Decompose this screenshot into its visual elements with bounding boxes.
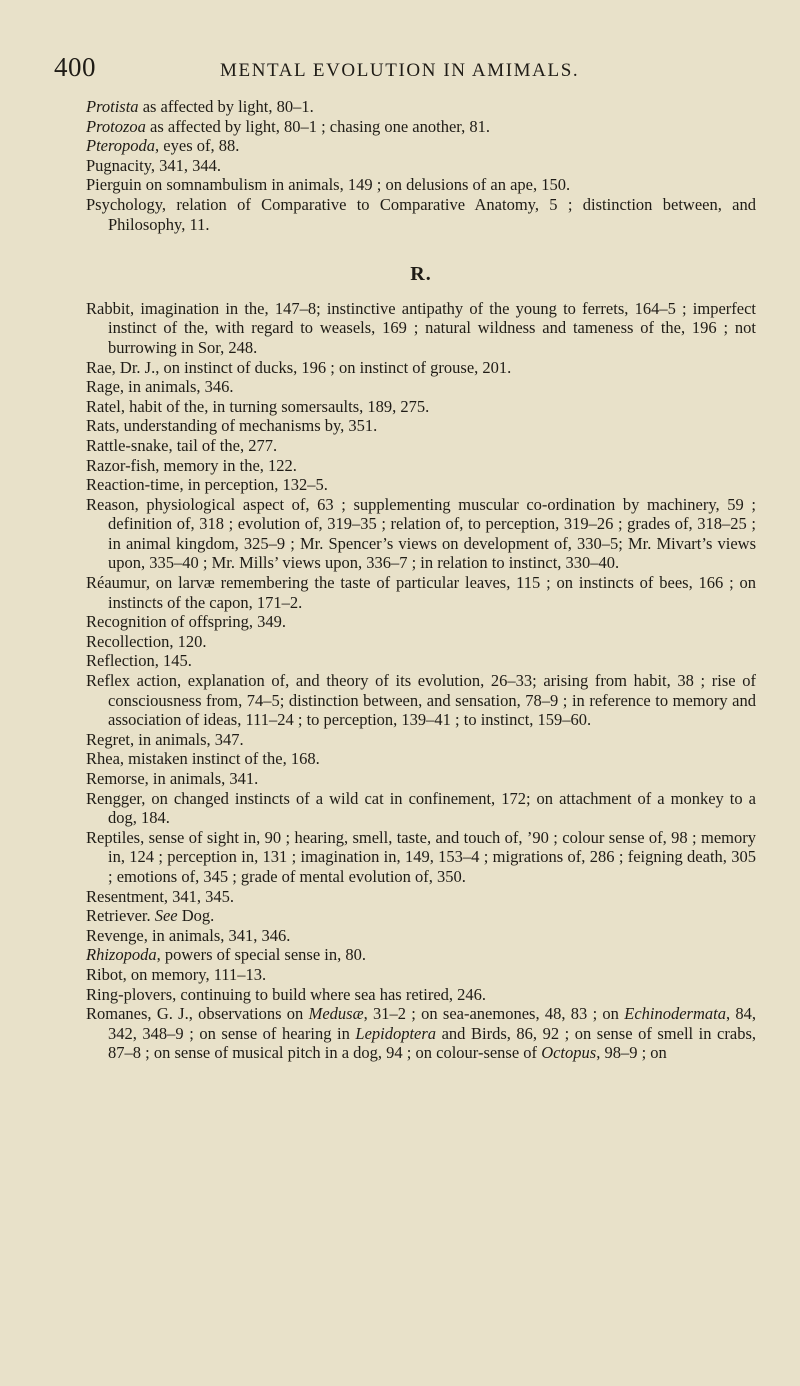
index-entries [86,97,756,1063]
index-entry: Protista as affected by light, 80–1. [86,97,314,116]
index-entry: Pteropoda, eyes of, 88. [86,136,240,156]
running-title: MENTAL EVOLUTION IN AMIMALS. [220,60,580,81]
index-entry: Ratel, habit of the, in turning somersaults, 189, 275. [86,396,430,416]
index-entry: Reptiles, sense of sight in, 90 ; hearing, smell, taste, and touch of, ’90 ; colour sense of, 98 ; memory in, 124 ; perception in, 131 ; imagination in, 149, 153–4 ; migrations of, 286 ; feigning death, 305 ; emotions of, 345 ; grade of mental evolution of, 350. [86,827,756,886]
index-entry: Remorse, in animals, 341. [86,769,259,788]
index-entry: Réaumur, on larvæ remembering the taste of particular leaves, 115 ; on instincts of bees, 166 ; on instincts of the capon, 171–2. [86,573,756,612]
index-entry: Reflex action, explanation of, and theory of its evolution, 26–33; arising from habit, 38 ; rise of consciousness from, 74–5; distinction between, and sensation, 78–9 ; in reference to memory and association of ideas, 111–24 ; to perception, 139–41 ; to instinct, 159–60. [86,671,756,730]
index-entry: Retriever. See Dog. [86,906,215,926]
index-entry: Ring-plovers, continuing to build where sea has retired, 246. [86,984,487,1004]
index-entry: Resentment, 341, 345. [86,886,235,906]
index-entry: Psychology, relation of Comparative to Comparative Anatomy, 5 ; distinction between, and Philosophy, 11. [86,194,756,234]
index-entry: Rats, understanding of mechanisms by, 351. [86,416,378,436]
index-entry: Rengger, on changed instincts of a wild cat in confinement, 172; on attachment of a monkey to a dog, 184. [86,788,756,828]
index-entry: Pugnacity, 341, 344. [86,155,222,175]
index-entry: Rabbit, imagination in the, 147–8; instinctive antipathy of the young to ferrets, 164–5 ; imperfect instinct of the, with regard to weasels, 169 ; natural wildness and tameness of the, 196 ; not burrowing in Sor, 248. [86,298,756,357]
index-section-r [86,299,756,1004]
index-entry: Rhea, mistaken instinct of the, 168. [86,749,320,769]
index-entry: Rhizopoda, powers of special sense in, 80. [86,945,367,965]
index-entry: Ribot, on memory, 111–13. [86,964,267,984]
index-entry: Reaction-time, in perception, 132–5. [86,475,328,495]
index-entry: Regret, in animals, 347. [86,729,244,749]
index-entry: Revenge, in animals, 341, 346. [86,925,291,945]
index-entry: Recognition of offspring, 349. [86,612,286,632]
section-letter-r: R. [410,263,432,286]
index-entry: Rage, in animals, 346. [86,377,234,397]
index-entry-romanes: Romanes, G. J., observations on Medusæ, 31–2 ; on sea-anemones, 48, 83 ; on Echinodermata, 84, 342, 348–9 ; on sense of hearing in Lepidoptera and Birds, 86, 92 ; on sense of smell in crabs, 87–8 ; on sense of musical pitch in a dog, 94 ; on colour-sense of Octopus, 98–9 ; on [86,1004,757,1063]
index-entry: Rattle-snake, tail of the, 277. [86,435,278,455]
index-section-p [86,97,756,234]
index-entry: Reason, physiological aspect of, 63 ; supplementing muscular co-ordination by machinery, 59 ; definition of, 318 ; evolution of, 319–35 ; relation of, to perception, 319–26 ; grades of, 318–25 ; in animal kingdom, 325–9 ; Mr. Spencer’s views on development of, 330–5; Mr. Mivart’s views upon, 335–40 ; Mr. Mills’ views upon, 336–7 ; in relation to instinct, 330–40. [86,494,756,573]
index-entry: Rae, Dr. J., on instinct of ducks, 196 ; on instinct of grouse, 201. [86,357,512,377]
index-entry: Pierguin on somnambulism in animals, 149 ; on delusions of an ape, 150. [86,175,571,195]
page-number: 400 [54,52,96,82]
index-entry: Reflection, 145. [86,651,192,671]
index-entry: Recollection, 120. [86,631,207,651]
index-entry: Protozoa as affected by light, 80–1 ; chasing one another, 81. [86,116,490,136]
index-entry: Razor-fish, memory in the, 122. [86,455,297,475]
